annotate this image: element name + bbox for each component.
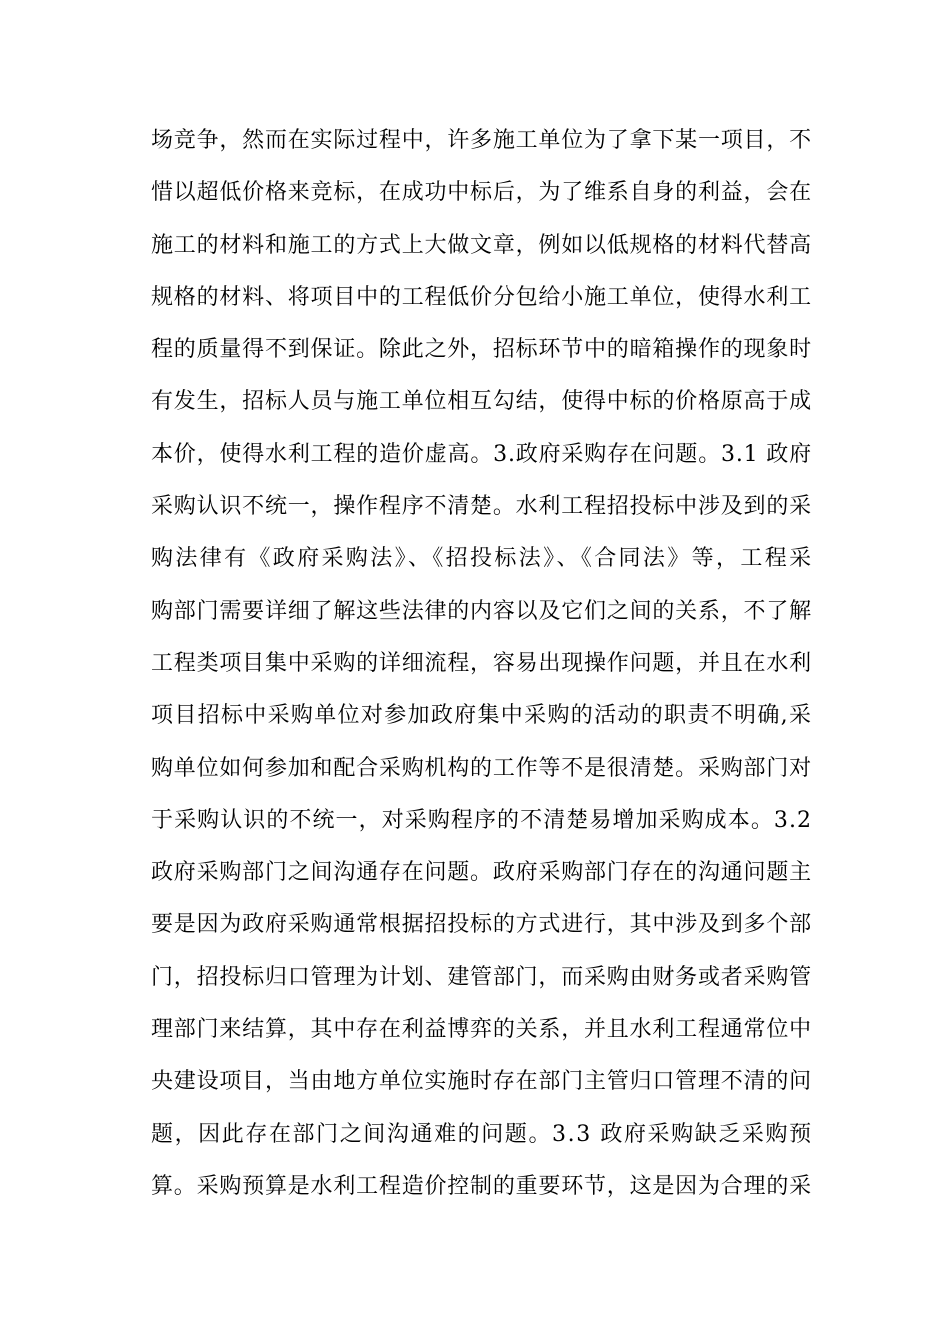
text-line: 购法律有《政府采购法》、《招投标法》、《合同法》等，工程采 [151, 546, 814, 572]
text-line: 购单位如何参加和配合采购机构的工作等不是很清楚。采购部门对 [151, 755, 812, 781]
body-text [151, 115, 814, 1213]
text-line: 算。采购预算是水利工程造价控制的重要环节，这是因为合理的采 [151, 1173, 812, 1199]
text-line: 政府采购部门之间沟通存在问题。政府采购部门存在的沟通问题主 [151, 860, 812, 886]
text-line: 程的质量得不到保证。除此之外，招标环节中的暗箱操作的现象时 [151, 337, 812, 363]
text-line: 场竞争，然而在实际过程中，许多施工单位为了拿下某一项目，不 [151, 128, 812, 153]
text-line: 项目招标中采购单位对参加政府集中采购的活动的职责不明确,采 [151, 703, 813, 729]
text-line: 购部门需要详细了解这些法律的内容以及它们之间的关系，不了解 [151, 598, 812, 624]
text-line: 央建设项目，当由地方单位实施时存在部门主管归口管理不清的问 [151, 1069, 812, 1095]
text-line: 施工的材料和施工的方式上大做文章，例如以低规格的材料代替高 [151, 232, 812, 258]
text-line: 门，招投标归口管理为计划、建管部门，而采购由财务或者采购管 [151, 964, 812, 990]
text-line: 规格的材料、将项目中的工程低价分包给小施工单位，使得水利工 [151, 284, 812, 310]
text-line: 有发生，招标人员与施工单位相互勾结，使得中标的价格原高于成 [151, 389, 812, 415]
text-line: 采购认识不统一，操作程序不清楚。水利工程招投标中涉及到的采 [151, 494, 812, 520]
text-line: 于采购认识的不统一，对采购程序的不清楚易增加采购成本。3.2 [151, 807, 813, 833]
text-line: 工程类项目集中采购的详细流程，容易出现操作问题，并且在水利 [151, 650, 812, 676]
text-line: 题，因此存在部门之间沟通难的问题。3.3 政府采购缺乏采购预 [151, 1121, 813, 1147]
text-line: 惜以超低价格来竞标，在成功中标后，为了维系自身的利益，会在 [151, 180, 812, 206]
text-line: 理部门来结算，其中存在利益博弈的关系，并且水利工程通常位中 [151, 1017, 812, 1043]
text-line: 要是因为政府采购通常根据招投标的方式进行，其中涉及到多个部 [151, 912, 812, 938]
text-line: 本价，使得水利工程的造价虚高。3.政府采购存在问题。3.1 政府 [151, 441, 812, 467]
